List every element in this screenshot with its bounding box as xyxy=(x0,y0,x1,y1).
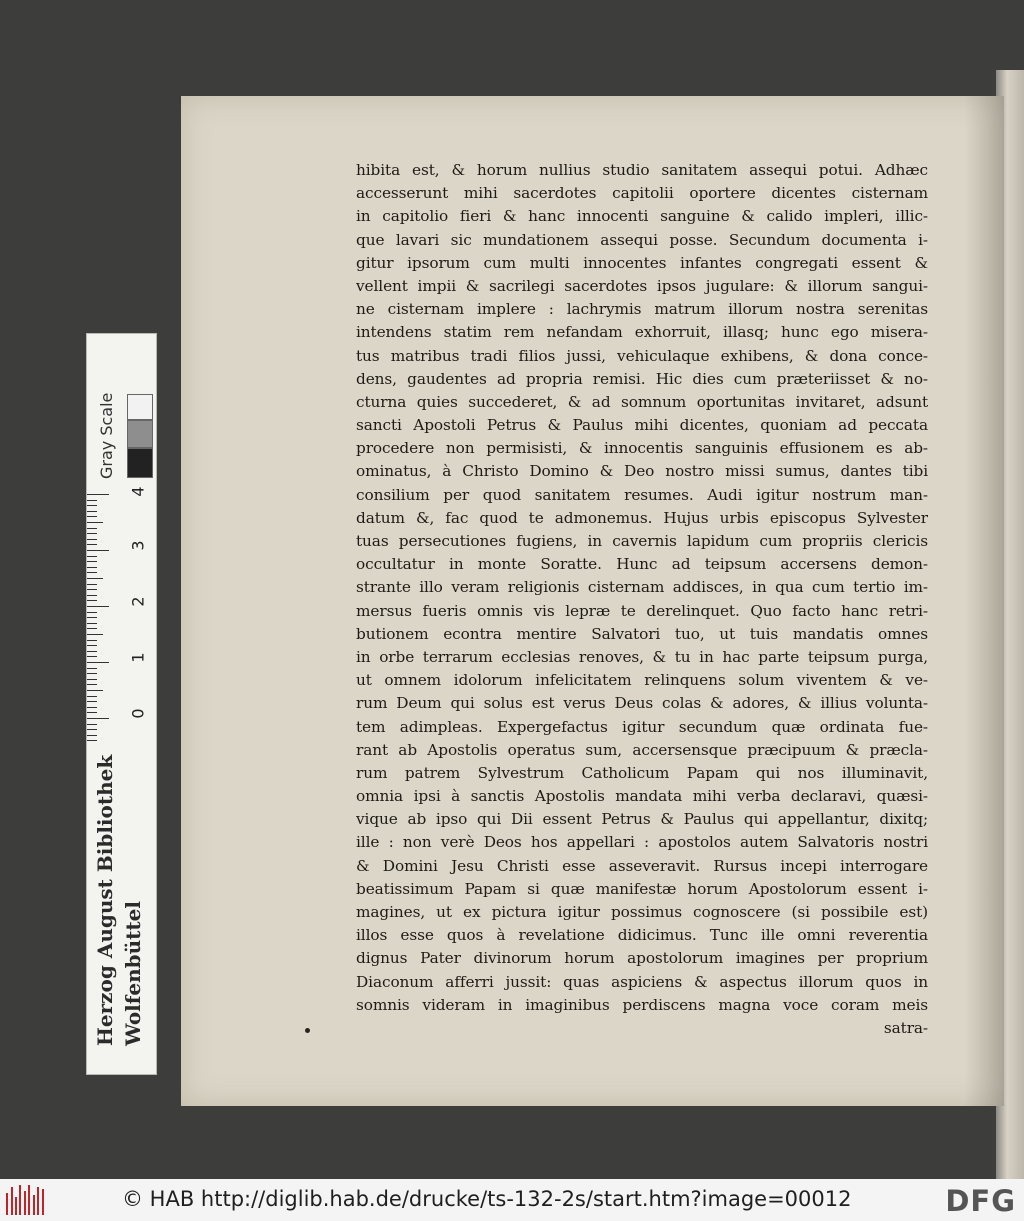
ruler-tick xyxy=(87,673,97,674)
ruler-tick xyxy=(87,656,97,657)
ruler-tick xyxy=(87,544,97,545)
scale-number: 3 xyxy=(128,540,148,551)
copyright-url: © HAB http://diglib.hab.de/drucke/ts-132-2s/start.htm?image=00012 xyxy=(122,1187,852,1211)
ruler-tick xyxy=(87,533,97,534)
ruler-tick xyxy=(87,729,97,730)
ruler-tick xyxy=(87,550,109,551)
ruler-tick xyxy=(87,500,97,501)
ruler-tick xyxy=(87,600,97,601)
ruler-tick xyxy=(87,617,97,618)
ruler-tick xyxy=(87,679,97,680)
catchword: satra- xyxy=(883,1018,928,1037)
text-line: dignus Pater divinorum horum apostolorum imagines per proprium xyxy=(356,949,928,968)
text-line: ominatus, à Christo Domino & Deo nostro missi sumus, dantes tibi xyxy=(356,462,928,481)
ruler-tick xyxy=(87,528,97,529)
ruler-tick xyxy=(87,634,103,635)
ruler-tick xyxy=(87,494,109,495)
logo-bar xyxy=(28,1185,30,1215)
ruler-tick xyxy=(87,628,97,629)
text-line: omnia ipsi à sanctis Apostolis mandata mihi verba declaravi, quæsi- xyxy=(356,787,928,806)
text-line: Diaconum afferri jussit: quas aspiciens & aspectus illorum quos in xyxy=(356,972,928,991)
text-line: in capitolio fieri & hanc innocenti sanguine & calido impleri, illic- xyxy=(356,207,928,226)
ruler-tick xyxy=(87,712,97,713)
hab-barcode-logo-icon xyxy=(6,1185,46,1215)
text-line: hibita est, & horum nullius studio sanitatem assequi potui. Adhæc xyxy=(356,161,928,179)
viewer-footer xyxy=(0,1179,1024,1221)
page-gutter-shadow xyxy=(964,96,1004,1106)
ruler-tick xyxy=(87,539,97,540)
book-page xyxy=(181,96,1004,1106)
logo-bar xyxy=(15,1197,17,1215)
text-line: in orbe terrarum ecclesias renoves, & tu in hac parte teipsum purga, xyxy=(356,647,928,666)
logo-bar xyxy=(6,1193,8,1215)
ruler-tick xyxy=(87,640,97,641)
text-line: vellent impii & sacrilegi sacerdotes ipsos jugulare: & illorum sangui- xyxy=(356,276,928,295)
ruler-tick xyxy=(87,696,97,697)
text-line: cturna quies succederet, & ad somnum oportunitas invitaret, adsunt xyxy=(356,392,928,411)
ruler-tick xyxy=(87,567,97,568)
ruler-tick xyxy=(87,522,103,523)
ruler-tick xyxy=(87,606,109,607)
ruler-tick xyxy=(87,690,103,691)
ruler-tick xyxy=(87,684,97,685)
logo-bar xyxy=(24,1191,26,1215)
text-line: ille : non verè Deos hos appellari : apostolos autem Salvatoris nostri xyxy=(356,833,928,852)
ruler-tick xyxy=(87,651,97,652)
ruler-tick xyxy=(87,623,97,624)
ruler-tick xyxy=(87,645,97,646)
text-line: dens, gaudentes ad propria remisi. Hic dies cum præteriisset & no- xyxy=(356,369,928,388)
text-line: vique ab ipso qui Dii essent Petrus & Paulus qui appellantur, dixitq; xyxy=(356,810,928,829)
text-line: rum patrem Sylvestrum Catholicum Papam qui nos illuminavit, xyxy=(356,763,928,782)
scale-number: 2 xyxy=(128,596,148,607)
ruler-tick xyxy=(87,595,97,596)
ruler-tick xyxy=(87,668,97,669)
text-line: intendens statim rem nefandam exhorruit, illasq; hunc ego misera- xyxy=(356,323,928,342)
page-text-block xyxy=(356,159,928,1040)
ruler-tick xyxy=(87,724,97,725)
logo-bar xyxy=(37,1187,39,1215)
ruler-tick xyxy=(87,707,97,708)
text-line: ut omnem idolorum infelicitatem relinquens solum viventem & ve- xyxy=(356,671,928,690)
ink-dot xyxy=(305,1028,310,1033)
ruler-tick xyxy=(87,561,97,562)
ruler-institution-name: Herzog August Bibliothek xyxy=(93,754,117,1046)
text-line: rant ab Apostolis operatus sum, accersensque præcipuum & præcla- xyxy=(356,740,928,759)
ruler-tick xyxy=(87,612,97,613)
ruler-tick xyxy=(87,505,97,506)
text-line: butionem econtra mentire Salvatori tuo, ut tuis mandatis omnes xyxy=(356,624,928,643)
text-line: sancti Apostoli Petrus & Paulus mihi dicentes, quoniam ad peccata xyxy=(356,416,928,435)
text-line: gitur ipsorum cum multi innocentes infantes congregati essent & xyxy=(356,253,928,272)
text-line: accesserunt mihi sacerdotes capitolii oportere dicentes cisternam xyxy=(356,184,928,203)
gray-swatch-white xyxy=(127,394,153,420)
text-line: datum &, fac quod te admonemus. Hujus urbis episcopus Sylvester xyxy=(356,508,928,527)
text-line: occultatur in monte Soratte. Hunc ad teipsum accersens demon- xyxy=(356,555,928,574)
ruler-tick xyxy=(87,718,109,719)
text-line: rum Deum qui solus est verus Deus colas & adores, & illius volunta- xyxy=(356,694,928,713)
ruler-tick xyxy=(87,578,103,579)
dfg-logo: DFG xyxy=(945,1184,1016,1218)
ruler-tick xyxy=(87,735,97,736)
logo-bar xyxy=(33,1195,35,1215)
scale-number: 0 xyxy=(128,708,148,719)
text-line: tuas persecutiones fugiens, in cavernis lapidum cum propriis clericis xyxy=(356,532,928,550)
text-line: somnis videram in imaginibus perdiscens magna voce coram meis xyxy=(356,995,928,1014)
ruler-tick xyxy=(87,701,97,702)
text-line: strante illo veram religionis cisternam addisces, in qua cum tertio im- xyxy=(356,578,928,597)
text-line: procedere non permisisti, & innocentis sanguinis effusionem es ab- xyxy=(356,439,928,458)
logo-bar xyxy=(42,1189,44,1215)
color-scale-ruler xyxy=(86,333,157,1075)
ruler-tick xyxy=(87,572,97,573)
text-line: que lavari sic mundationem assequi posse. Secundum documenta i- xyxy=(356,230,928,249)
ruler-tick xyxy=(87,740,97,741)
text-line: tem adimpleas. Expergefactus igitur secundum quæ ordinata fue- xyxy=(356,717,928,736)
gray-swatch-black xyxy=(127,448,153,478)
text-line: illos esse quos à revelatione didicimus. Tunc ille omni reverentia xyxy=(356,926,928,945)
ruler-tick xyxy=(87,662,109,663)
gray-scale-label: Gray Scale xyxy=(97,392,116,479)
scale-number: 4 xyxy=(128,486,148,497)
text-line: consilium per quod sanitatem resumes. Audi igitur nostrum man- xyxy=(356,485,928,504)
logo-bar xyxy=(11,1187,13,1215)
text-line: ne cisternam implere : lachrymis matrum illorum nostra serenitas xyxy=(356,300,928,319)
ruler-institution-city: Wolfenbüttel xyxy=(121,901,145,1046)
text-line: tus matribus tradi filios jussi, vehiculaque exhibens, & dona conce- xyxy=(356,346,928,365)
ruler-tick xyxy=(87,556,97,557)
text-line: & Domini Jesu Christi esse asseveravit. Rursus incepi interrogare xyxy=(356,856,928,875)
text-line: mersus fueris omnis vis lepræ te derelinquet. Quo facto hanc retri- xyxy=(356,601,928,620)
logo-bar xyxy=(19,1185,21,1215)
text-line: beatissimum Papam si quæ manifestæ horum Apostolorum essent i- xyxy=(356,879,928,898)
ruler-tick xyxy=(87,584,97,585)
ruler-tick xyxy=(87,516,97,517)
ruler-tick xyxy=(87,589,97,590)
ruler-tick xyxy=(87,511,97,512)
scale-number: 1 xyxy=(128,652,148,663)
text-line: magines, ut ex pictura igitur possimus cognoscere (si possibile est) xyxy=(356,903,928,921)
gray-swatch-gray xyxy=(127,420,153,448)
